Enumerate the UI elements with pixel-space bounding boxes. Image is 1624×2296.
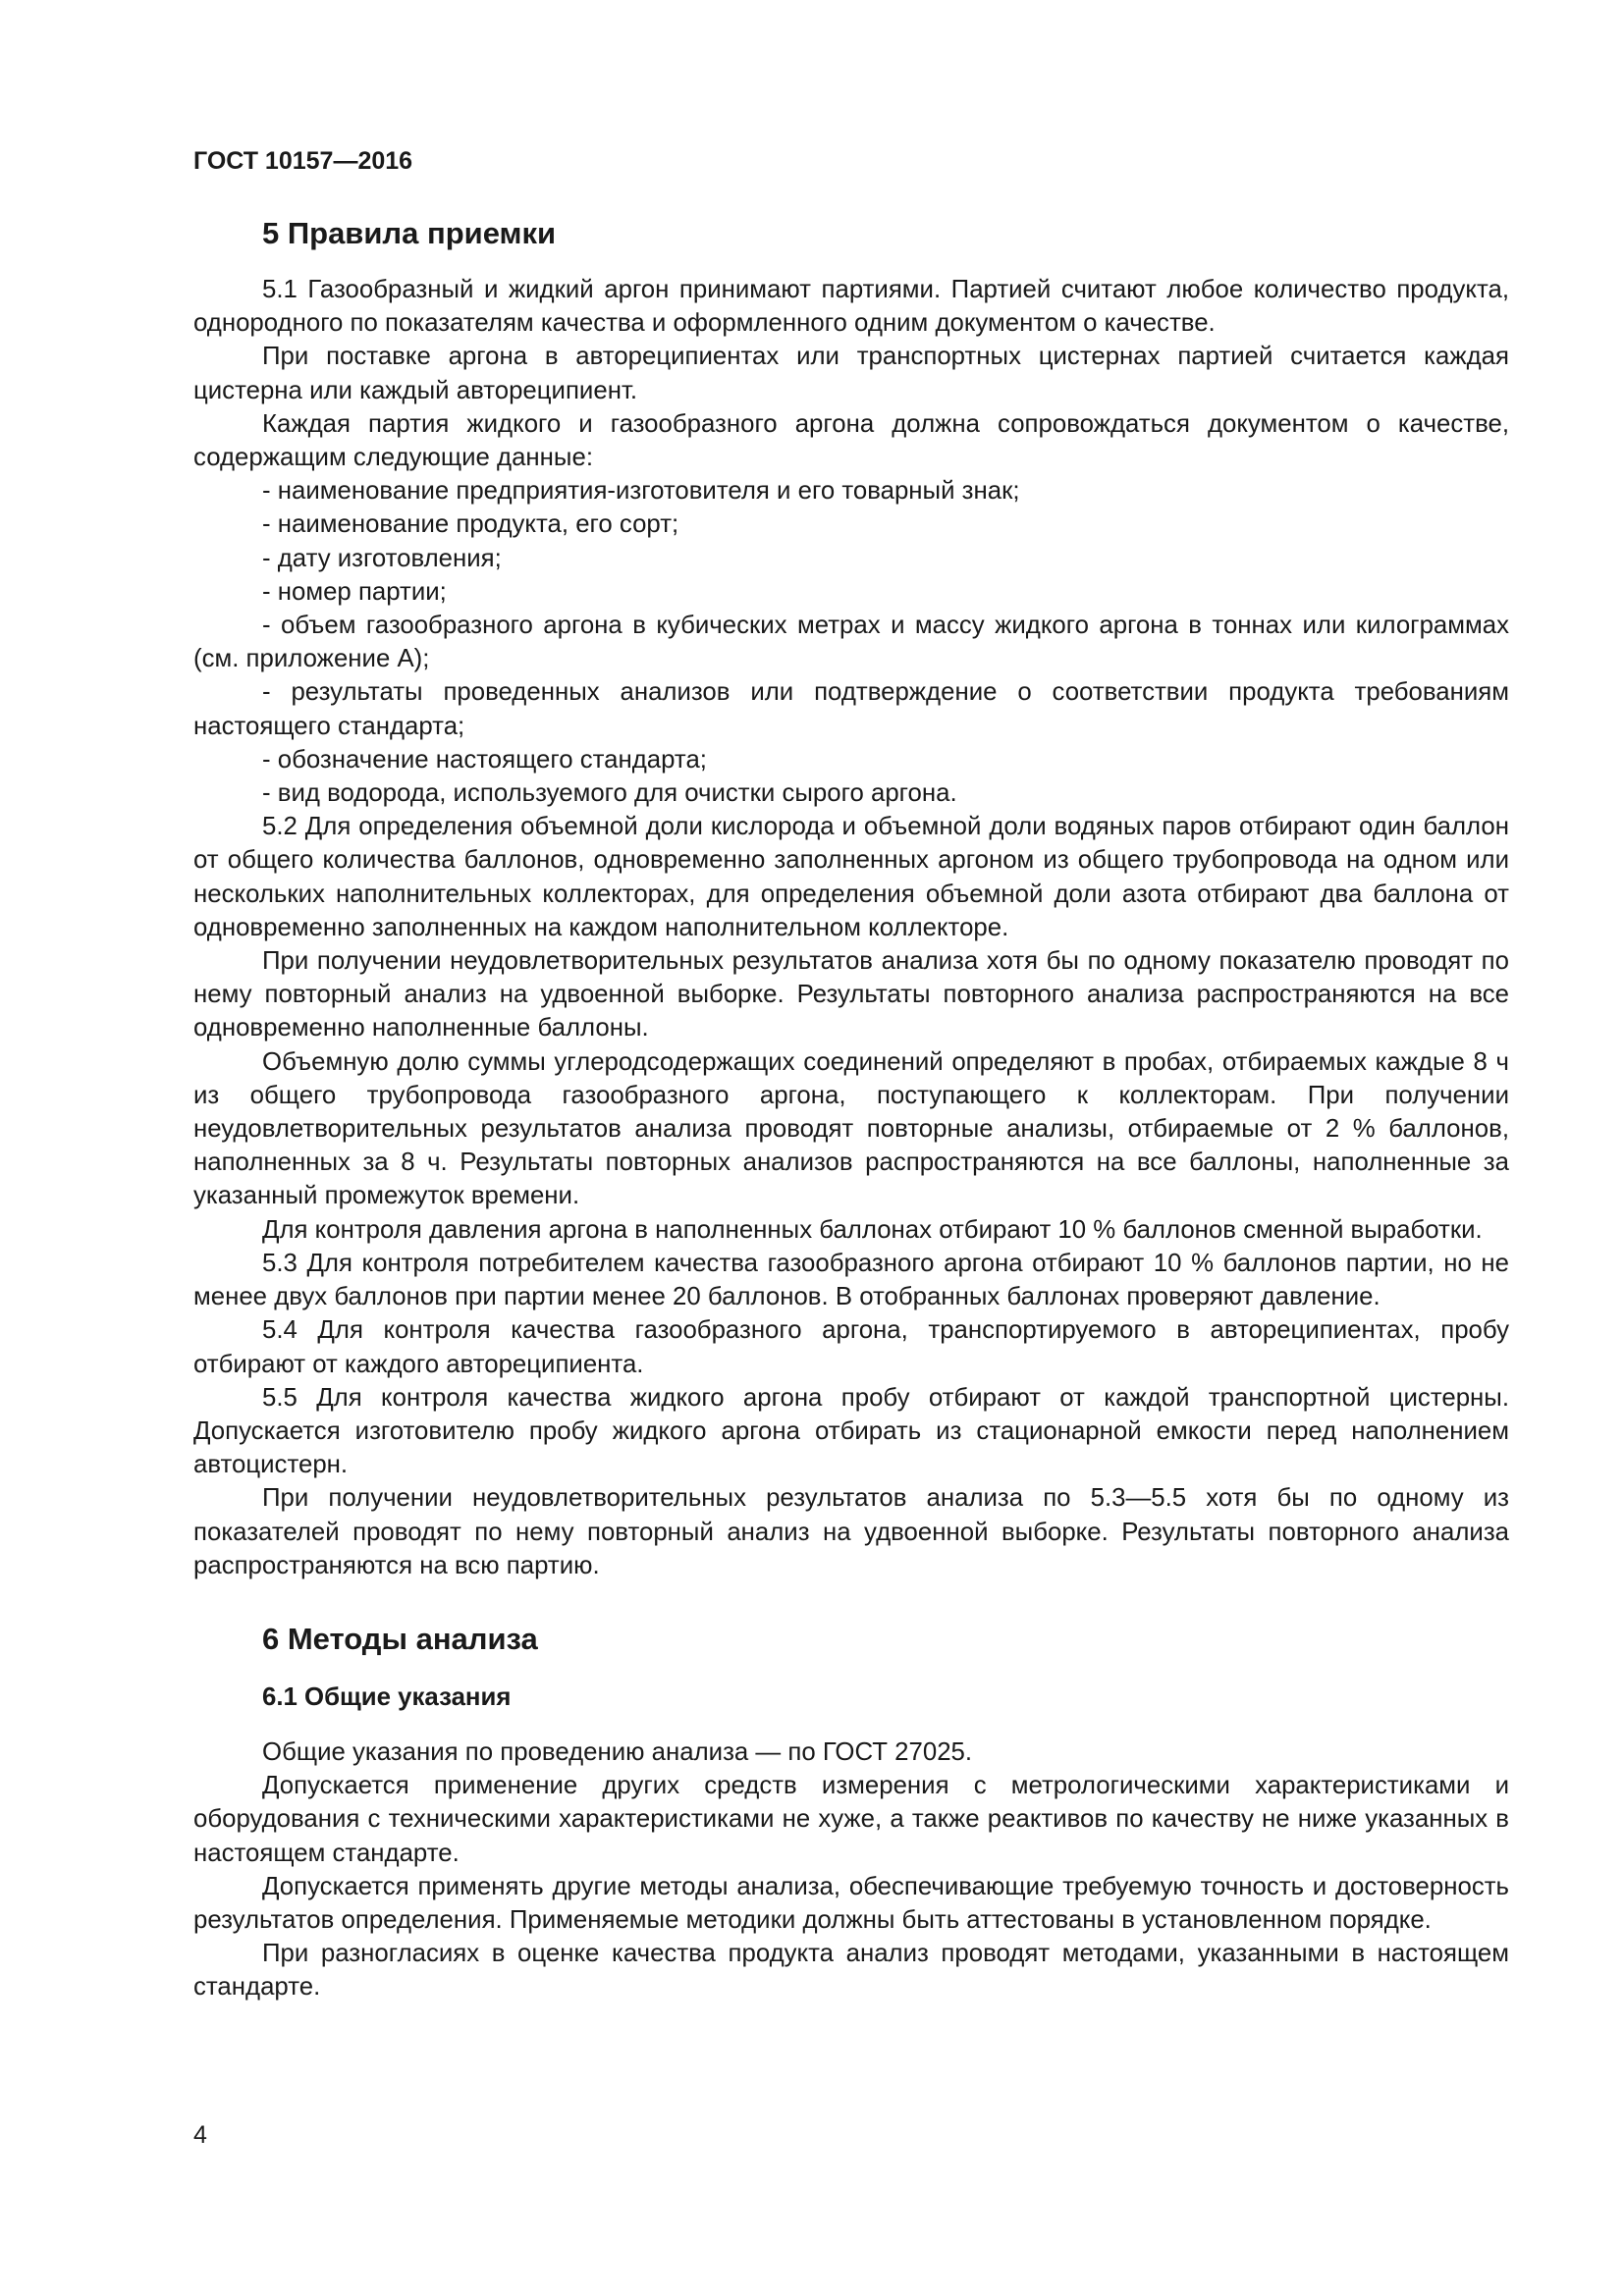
paragraph-5-2: 5.2 Для определения объемной доли кислорода и объемной доли водяных паров отбирают один баллон от общего количества баллонов, одновременно заполненных аргоном из общего трубопровода на одном или нескольких наполнительных коллекторах, для определения объемной доли азота отбирают два баллона от одновременно заполненных на каждом наполнительном коллекторе.	[193, 813, 1509, 941]
paragraph: Общие указания по проведению анализа — по ГОСТ 27025.	[262, 1737, 973, 1766]
list-item: - наименование предприятия-изготовителя и его товарный знак;	[262, 477, 1020, 506]
list-item: - номер партии;	[262, 577, 447, 606]
list-item: - объем газообразного аргона в кубических метрах и массу жидкого аргона в тоннах или килограммах (см. приложение А);	[193, 612, 1509, 673]
paragraph-5-3: 5.3 Для контроля потребителем качества газообразного аргона отбирают 10 % баллонов партии, но не менее двух баллонов при партии менее 20 баллонов. В отобранных баллонах проверяют давление.	[193, 1249, 1509, 1311]
list-item: - результаты проведенных анализов или подтверждение о соответствии продукта требованиям настоящего стандарта;	[193, 678, 1509, 740]
page-number: 4	[193, 2121, 207, 2149]
paragraph: При разногласиях в оценке качества продукта анализ проводят методами, указанными в настоящем стандарте.	[193, 1940, 1509, 2002]
page-content	[193, 214, 1509, 2004]
section-6-title: 6 Методы анализа	[262, 1621, 538, 1656]
paragraph-5-5: 5.5 Для контроля качества жидкого аргона пробу отбирают от каждой транспортной цистерны. Допускается изготовителю пробу жидкого аргона отбирать из стационарной емкости перед наполнением автоцистерн.	[193, 1383, 1509, 1479]
section-5-title: 5 Правила приемки	[262, 216, 557, 250]
paragraph: Для контроля давления аргона в наполненных баллонах отбирают 10 % баллонов сменной выработки.	[262, 1215, 1483, 1244]
paragraph: Каждая партия жидкого и газообразного аргона должна сопровождаться документом о качестве, содержащим следующие данные:	[193, 409, 1509, 472]
paragraph: При получении неудовлетворительных результатов анализа хотя бы по одному показателю проводят по нему повторный анализ на удвоенной выборке. Результаты повторного анализа распространяются на все одновременно наполненные баллоны.	[193, 947, 1509, 1042]
paragraph-5-1: 5.1 Газообразный и жидкий аргон принимают партиями. Партией считают любое количество продукта, однородного по показателям качества и оформленного одним документом о качестве.	[193, 276, 1509, 338]
list-item: - обозначение настоящего стандарта;	[262, 745, 707, 774]
paragraph-5-4: 5.4 Для контроля качества газообразного аргона, транспортируемого в автореципиентах, пробу отбирают от каждого автореципиента.	[193, 1316, 1509, 1378]
paragraph: Допускается применять другие методы анализа, обеспечивающие требуемую точность и достоверность результатов определения. Применяемые методики должны быть аттестованы в установленном порядке.	[193, 1872, 1509, 1934]
list-item: - наименование продукта, его сорт;	[262, 510, 679, 539]
document-header: ГОСТ 10157—2016	[193, 147, 413, 175]
paragraph: При получении неудовлетворительных результатов анализа по 5.3—5.5 хотя бы по одному из показателей проводят по нему повторный анализ на удвоенной выборке. Результаты повторного анализа распространяются на всю партию.	[193, 1484, 1509, 1579]
paragraph: Объемную долю суммы углеродсодержащих соединений определяют в пробах, отбираемых каждые 8 ч из общего трубопровода газообразного аргона, поступающего к коллекторам. При получении неудовлетворительных результатов анализа проводят повторные анализы, отбираемые от 2 % баллонов, наполненных за 8 ч. Результаты повторных анализов распространяются на все баллоны, наполненные за указанный промежуток времени.	[193, 1047, 1509, 1210]
subsection-6-1-title: 6.1 Общие указания	[262, 1682, 512, 1711]
paragraph: При поставке аргона в автореципиентах или транспортных цистернах партией считается каждая цистерна или каждый автореципиент.	[193, 343, 1509, 404]
list-item: - дату изготовления;	[262, 544, 502, 572]
list-item: - вид водорода, используемого для очистки сырого аргона.	[262, 779, 957, 808]
paragraph: Допускается применение других средств измерения с метрологическими характеристиками и оборудования с техническими характеристиками не хуже, а также реактивов по качеству не ниже указанных в настоящем стандарте.	[193, 1772, 1509, 1867]
